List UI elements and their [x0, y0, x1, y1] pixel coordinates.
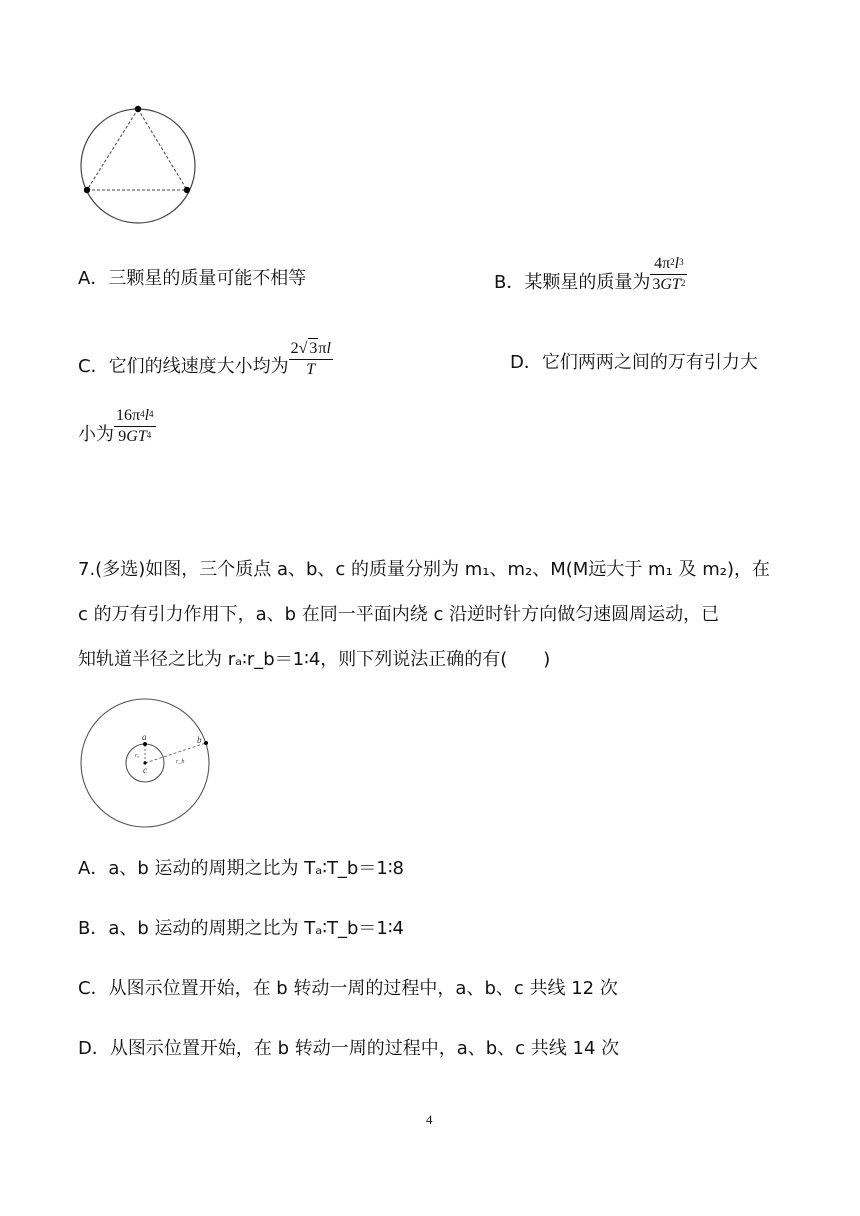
point-b — [204, 741, 208, 745]
star-left — [84, 187, 90, 193]
page-number: 4 — [426, 1112, 433, 1127]
fraction-d-denominator: $9GT^4$ — [114, 426, 156, 447]
fraction-c-numerator: 2√ 3πl — [290, 340, 331, 357]
concentric-orbits-figure — [78, 697, 214, 833]
q7-option-d: D．从图示位置开始，在 b 转动一周的过程中，a、b、c 共线 14 次 — [78, 1038, 620, 1059]
q6-option-b: B．某颗星的质量为 $\frac{4\pi^2l^3}{3GT^2}$ — [494, 255, 686, 293]
triangle-in-circle-figure — [76, 104, 200, 228]
point-a — [143, 742, 147, 746]
fraction-b — [650, 254, 687, 295]
star-top — [135, 106, 141, 112]
q7-option-b: B．a、b 运动的周期之比为 Tₐ∶T_b＝1∶4 — [78, 918, 404, 939]
star-right — [184, 187, 190, 193]
fraction-d — [114, 406, 156, 447]
label-rb: r_b — [176, 759, 185, 765]
q7-option-a: A．a、b 运动的周期之比为 Tₐ∶T_b＝1∶8 — [78, 858, 404, 879]
q6-option-c: C．它们的线速度大小均为 $\frac{2√ 3\pi l}{T}$ — [78, 340, 331, 378]
orbit-circle — [81, 109, 195, 223]
q7-option-c: C．从图示位置开始，在 b 转动一周的过程中，a、b、c 共线 12 次 — [78, 978, 618, 999]
q7-stem-line-3: 知轨道半径之比为 rₐ∶r_b＝1∶4，则下列说法正确的有( ) — [78, 649, 551, 670]
label-c: c — [143, 765, 147, 775]
q6-option-d-continued: 小为 $\frac{16\pi^4l^4}{9GT^4}$ — [78, 407, 154, 445]
label-ra: rₐ — [135, 753, 140, 759]
triangle-edge-left — [87, 109, 138, 190]
fraction-c — [289, 338, 333, 380]
label-a: a — [142, 732, 147, 742]
fraction-b-denominator: $3GT^2$ — [652, 276, 686, 293]
q6-option-d: D．它们两两之间的万有引力大 — [510, 352, 758, 373]
fraction-c-denominator: T — [289, 359, 333, 380]
q6-option-a: A．三颗星的质量可能不相等 — [78, 268, 307, 289]
fraction-b-numerator: $4\pi^2l^3$ — [654, 255, 684, 272]
label-b: b — [197, 735, 202, 745]
q7-stem-line-1: 7.(多选)如图，三个质点 a、b、c 的质量分别为 m₁、m₂、M(M远大于 m₁ 及 m₂)，在 — [78, 559, 771, 580]
q7-stem-line-2: c 的万有引力作用下，a、b 在同一平面内绕 c 沿逆时针方向做匀速圆周运动，已 — [78, 604, 720, 625]
fraction-d-numerator: $16\pi^4l^4$ — [116, 407, 154, 424]
triangle-edge-right — [138, 109, 187, 190]
